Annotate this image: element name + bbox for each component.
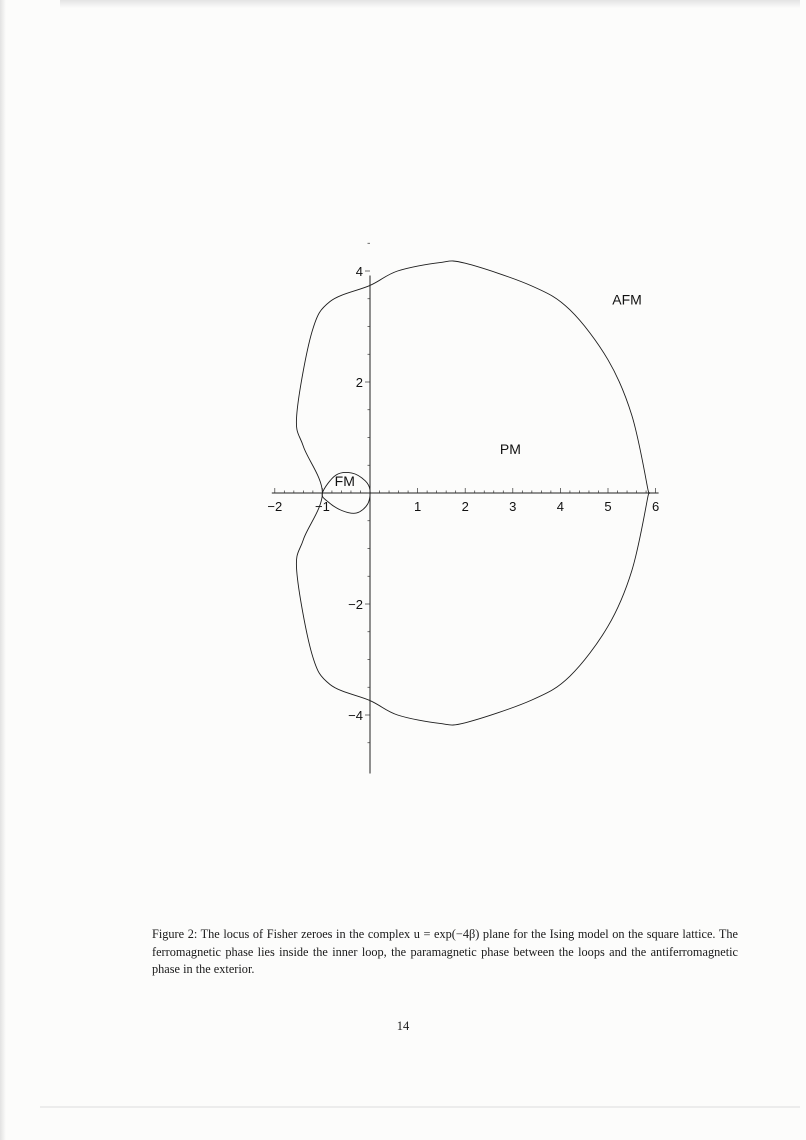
region-label-pm: PM [499, 441, 521, 458]
y-tick-label: −4 [348, 708, 363, 723]
y-tick-label: 4 [355, 264, 363, 279]
x-tick-label: 5 [604, 499, 612, 514]
y-tick-label: −2 [348, 597, 363, 612]
x-tick-label: 1 [413, 499, 422, 514]
x-tick-label: 2 [461, 499, 469, 514]
x-tick-label: −2 [267, 499, 283, 514]
x-tick-label: 4 [556, 499, 565, 514]
y-tick-label: 2 [355, 375, 363, 390]
page-number: 14 [396, 1019, 410, 1033]
caption-text: Figure 2: The locus of Fisher zeroes in the complex u = exp(−4β) plane for the Ising model on the square lattice. The ferromagnetic phase lies inside the inner loop, the paramagnetic phase between the loops and the antiferromagnetic phase in the exterior. [152, 927, 738, 976]
x-tick-label: 6 [651, 499, 660, 514]
x-tick-label: −1 [314, 499, 330, 514]
region-label-afm: AFM [612, 291, 642, 308]
figure-caption [152, 926, 738, 979]
region-label-fm: FM [334, 472, 355, 489]
x-tick-label: 3 [509, 499, 517, 514]
